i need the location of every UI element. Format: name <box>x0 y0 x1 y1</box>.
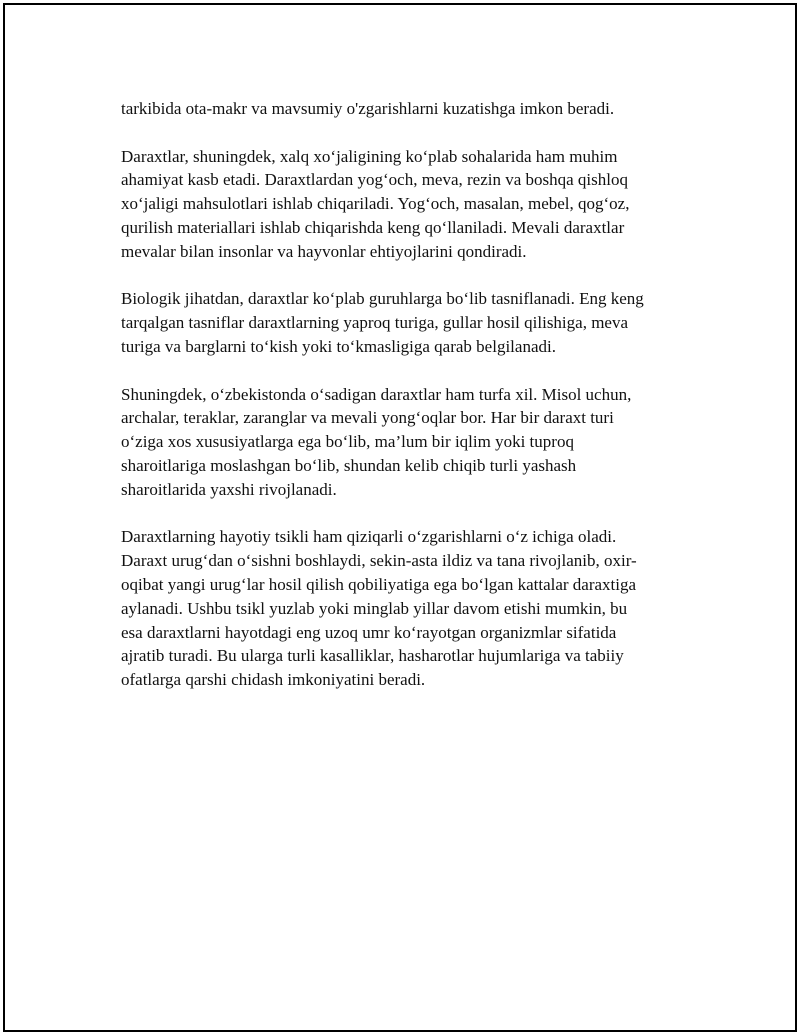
text-line: ahamiyat kasb etadi. Daraxtlardan yog‘och, meva, rezin va boshqa qishloq <box>121 170 628 190</box>
text-line: ofatlarga qarshi chidash imkoniyatini beradi. <box>121 670 426 690</box>
text-line: mevalar bilan insonlar va hayvonlar ehtiyojlarini qondiradi. <box>121 241 527 261</box>
text-line: oqibat yangi urug‘lar hosil qilish qobiliyatiga ega bo‘lgan kattalar daraxtiga <box>121 574 637 594</box>
text-line: Shuningdek, o‘zbekistonda o‘sadigan daraxtlar ham turfa xil. Misol uchun, <box>121 384 632 404</box>
text-line: o‘ziga xos xususiyatlarga ega bo‘lib, ma’lum bir iqlim yoki tuproq <box>121 432 574 452</box>
text-line: sharoitlarida yaxshi rivojlanadi. <box>121 479 337 499</box>
text-line: archalar, teraklar, zaranglar va mevali yong‘oqlar bor. Har bir daraxt turi <box>121 408 614 428</box>
text-line: Daraxt urug‘dan o‘sishni boshlaydi, sekin-asta ildiz va tana rivojlanib, oxir- <box>121 551 637 571</box>
text-line: aylanadi. Ushbu tsikl yuzlab yoki minglab yillar davom etishi mumkin, bu <box>121 598 628 618</box>
paragraph-5 <box>121 525 701 692</box>
paragraph-3 <box>121 287 701 358</box>
text-line: tarkibida ota-makr va mavsumiy o'zgarishlarni kuzatishga imkon beradi. <box>121 99 615 118</box>
text-line: Biologik jihatdan, daraxtlar ko‘plab guruhlarga bo‘lib tasniflanadi. Eng keng <box>121 289 644 309</box>
text-line: ajratib turadi. Bu ularga turli kasalliklar, hasharotlar hujumlariga va tabiiy <box>121 646 624 666</box>
document-page <box>3 3 797 1032</box>
paragraph-4 <box>121 383 701 502</box>
text-line: turiga va barglarni to‘kish yoki to‘kmasligiga qarab belgilanadi. <box>121 336 556 356</box>
text-line: Daraxtlarning hayotiy tsikli ham qiziqarli o‘zgarishlarni o‘z ichiga oladi. <box>121 527 617 547</box>
text-line: xo‘jaligi mahsulotlari ishlab chiqariladi. Yog‘och, masalan, mebel, qog‘oz, <box>121 194 630 214</box>
text-line: esa daraxtlarni hayotdagi eng uzoq umr ko‘rayotgan organizmlar sifatida <box>121 622 617 642</box>
paragraph-1 <box>121 97 701 121</box>
paragraph-2 <box>121 145 701 264</box>
text-line: tarqalgan tasniflar daraxtlarning yaproq turiga, gullar hosil qilishiga, meva <box>121 313 629 333</box>
document-body <box>121 97 701 716</box>
text-line: sharoitlariga moslashgan bo‘lib, shundan kelib chiqib turli yashash <box>121 455 577 475</box>
text-line: qurilish materiallari ishlab chiqarishda keng qo‘llaniladi. Mevali daraxtlar <box>121 217 625 237</box>
text-line: Daraxtlar, shuningdek, xalq xo‘jaligining ko‘plab sohalarida ham muhim <box>121 146 618 166</box>
